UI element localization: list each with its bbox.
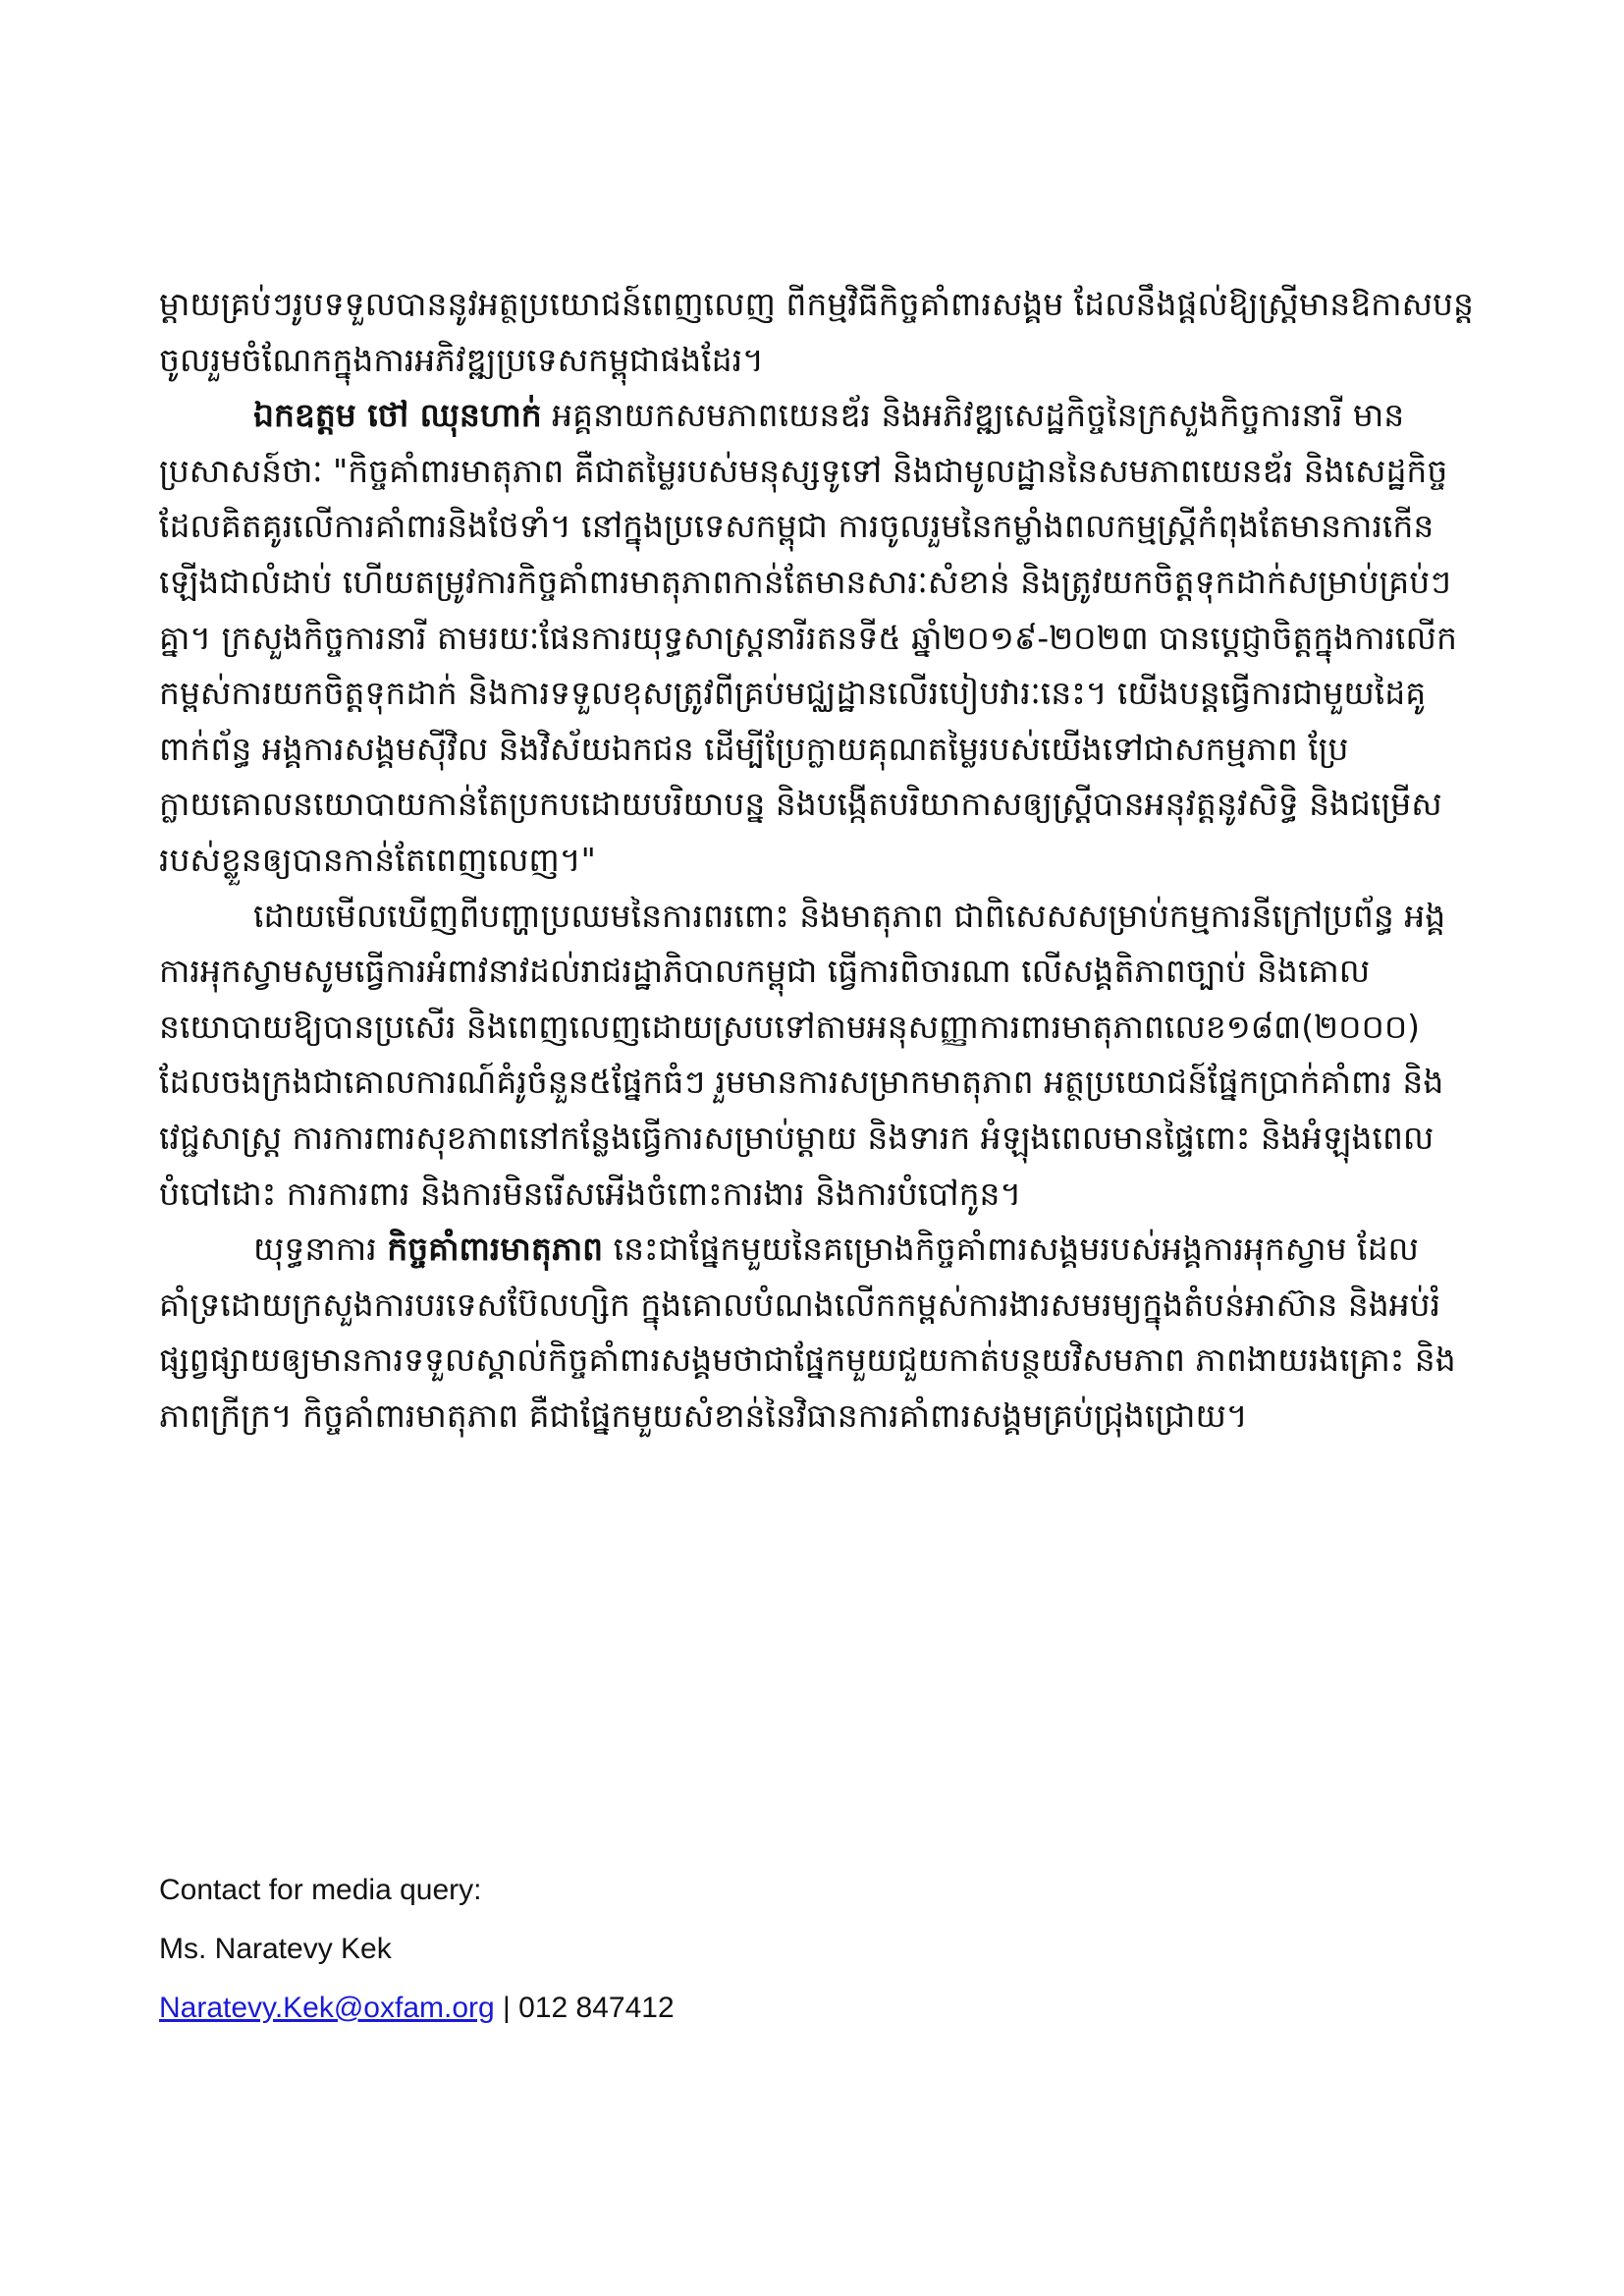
contact-phone: 012 847412 bbox=[518, 1992, 675, 2024]
campaign-name: កិច្ចគាំពារមាតុភាព bbox=[387, 1230, 604, 1269]
contact-name: Ms. Naratevy Kek bbox=[159, 1933, 392, 1965]
paragraph-4 bbox=[159, 1222, 1475, 1444]
contact-heading: Contact for media query: bbox=[159, 1874, 482, 1906]
paragraph-3 bbox=[159, 889, 1475, 1223]
paragraph-2 bbox=[159, 388, 1475, 888]
contact-separator: | bbox=[494, 1992, 519, 2024]
contact-details bbox=[159, 1979, 1435, 2038]
paragraph-3-text: ដោយមើលឃើញពីបញ្ហាប្រឈមនៃការពរពោះ និងមាតុភាព ជាពិសេសសម្រាប់កម្មការនីក្រៅប្រព័ន្ធ អង្គការអុកស្វាមសូមធ្វើការអំពាវនាវដល់រាជរដ្ឋាភិបាលកម្ពុជា ធ្វើការពិចារណា លើសង្គតិភាពច្បាប់ និងគោលនយោបាយឱ្យបានប្រសើរ និងពេញលេញដោយស្របទៅតាមអនុសញ្ញាការពារមាតុភាពលេខ១៨៣(២០០០) ដែលចងក្រងជាគោលការណ៍គំរូចំនួន៥ផ្នែកធំៗ រួមមានការសម្រាកមាតុភាព អត្ថប្រយោជន៍ផ្នែកប្រាក់គាំពារ និងវេជ្ជសាស្ត្រ ការការពារសុខភាពនៅកន្លែងធ្វើការសម្រាប់ម្តាយ និងទារក អំឡុងពេលមានផ្ទៃពោះ និងអំឡុងពេលបំបៅដោះ ការការពារ និងការមិនរើសអើងចំពោះការងារ និងការបំបៅកូន។ bbox=[159, 896, 1446, 1213]
speaker-name: ឯកឧត្តម ថៅ ឈុនហាក់ bbox=[253, 396, 542, 435]
paragraph-4-lead: យុទ្ធនាការ bbox=[253, 1230, 388, 1269]
press-release-body bbox=[159, 277, 1475, 1444]
paragraph-4-text: នេះជាផ្នែកមួយនៃគម្រោងកិច្ចគាំពារសង្គមរបស់អង្គការអុកស្វាម ដែលគាំទ្រដោយក្រសួងការបរទេសប៊ែលហ្សិក ក្នុងគោលបំណងលើកកម្ពស់ការងារសមរម្យក្នុងតំបន់អាស៊ាន និងអប់រំផ្សព្វផ្សាយឲ្យមានការទទួលស្គាល់កិច្ចគាំពារសង្គមថាជាផ្នែកមួយជួយកាត់បន្ថយវិសមភាព ភាពងាយរងគ្រោះ និងភាពក្រីក្រ។ កិច្ចគាំពារមាតុភាព គឺជាផ្នែកមួយសំខាន់នៃវិធានការគាំពារសង្គមគ្រប់ជ្រុងជ្រោយ។ bbox=[159, 1230, 1456, 1435]
media-contact bbox=[159, 1861, 1435, 2038]
paragraph-1-text: ម្តាយគ្រប់ៗរូបទទួលបាននូវអត្ថប្រយោជន៍ពេញលេញ ពីកម្មវិធីកិច្ចគាំពារសង្គម ដែលនឹងផ្តល់ឱ្យស្ត្រីមានឱកាសបន្តចូលរួមចំណែកក្នុងការអភិវឌ្ឍប្រទេសកម្ពុជាផងដែរ។ bbox=[159, 285, 1474, 379]
contact-email-link[interactable]: Naratevy.Kek@oxfam.org bbox=[159, 1992, 495, 2024]
paragraph-1 bbox=[159, 277, 1475, 388]
paragraph-2-text: អគ្គនាយកសមភាពយេនឌ័រ និងអភិវឌ្ឍសេដ្ឋកិច្ចនៃក្រសួងកិច្ចការនារី មានប្រសាសន៍ថាៈ "កិច្ចគាំពារមាតុភាព គឺជាតម្លៃរបស់មនុស្សទូទៅ និងជាមូលដ្ឋាននៃសមភាពយេនឌ័រ និងសេដ្ឋកិច្ចដែលគិតគូរលើការគាំពារនិងថែទាំ។ នៅក្នុងប្រទេសកម្ពុជា ការចូលរួមនៃកម្លាំងពលកម្មស្ត្រីកំពុងតែមានការកើនឡើងជាលំដាប់ ហើយតម្រូវការកិច្ចគាំពារមាតុភាពកាន់តែមានសារៈសំខាន់ និងត្រូវយកចិត្តទុកដាក់សម្រាប់គ្រប់ៗគ្នា។ ក្រសួងកិច្ចការនារី តាមរយៈផែនការយុទ្ធសាស្ត្រនារីរតនទី៥ ឆ្នាំ២០១៩-២០២៣ បានប្តេជ្ញាចិត្តក្នុងការលើកកម្ពស់ការយកចិត្តទុកដាក់ និងការទទួលខុសត្រូវពីគ្រប់មជ្ឈដ្ឋានលើរបៀបវារៈនេះ។ យើងបន្តធ្វើការជាមួយដៃគូពាក់ព័ន្ធ អង្គការសង្គមស៊ីវិល និងវិស័យឯកជន ដើម្បីប្រែក្លាយគុណតម្លៃរបស់យើងទៅជាសកម្មភាព ប្រែក្លាយគោលនយោបាយកាន់តែប្រកបដោយបរិយាបន្ន និងបង្កើតបរិយាកាសឲ្យស្ត្រីបានអនុវត្តនូវសិទ្ធិ និងជម្រើសរបស់ខ្លួនឲ្យបានកាន់តែពេញលេញ។" bbox=[159, 396, 1457, 879]
